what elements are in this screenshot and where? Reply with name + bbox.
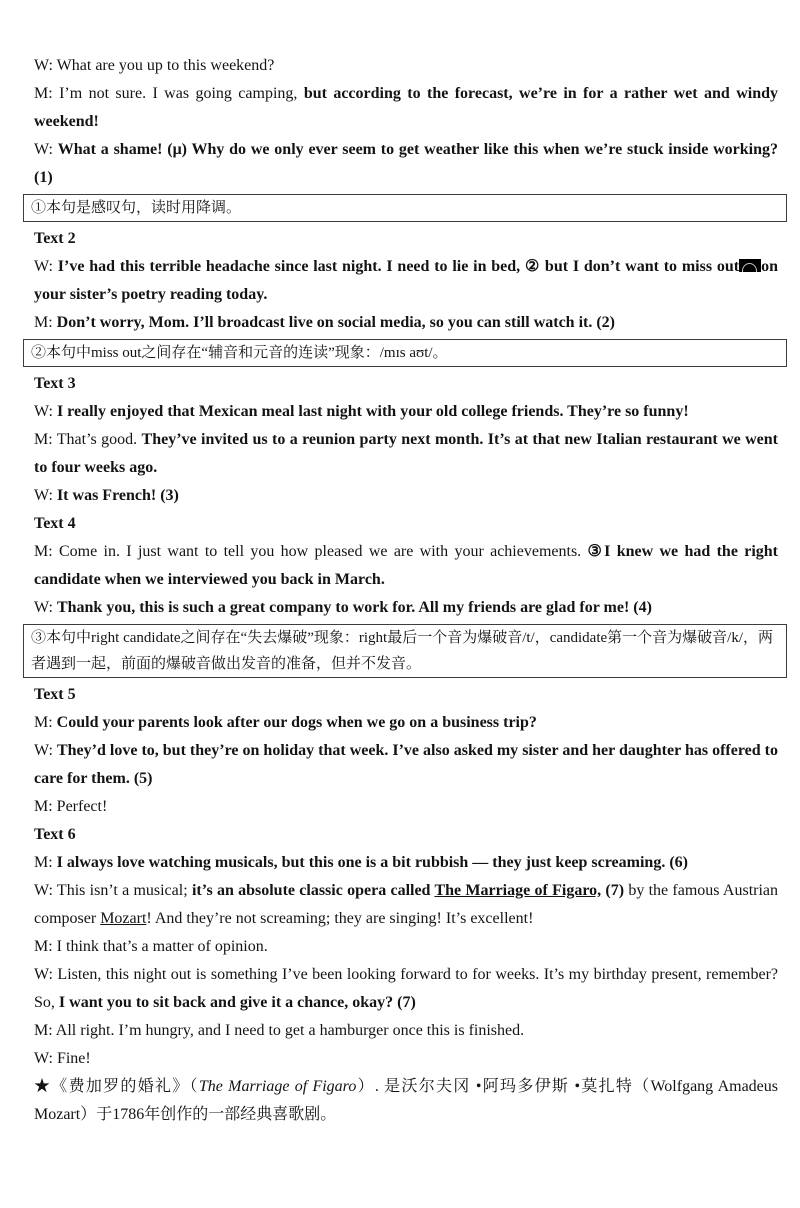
text-segment: I want you to sit back and give it a chance, okay? (7) (58, 994, 416, 1011)
text-segment: ②本句中miss out之间存在“辅音和元音的连读”现象：/mɪs aʊt/。 (31, 345, 448, 361)
text-segment: W: Listen, this night out is something I’ve been looking forward to for weeks. It’s my birthday present, remember? So, (34, 966, 778, 1011)
text-segment: W: (34, 742, 57, 759)
text-segment: Don’t worry, Mom. I’ll broadcast live on social media, so you can still watch it. (2) (56, 314, 616, 331)
text-segment: ! And they’re not screaming; they are singing! It’s excellent! (146, 910, 534, 927)
text-segment: ③I knew we had the right candidate when we interviewed you back in March. (34, 543, 779, 588)
text-heading (34, 681, 778, 709)
text-segment: M: Perfect! (34, 798, 108, 815)
text-heading (34, 510, 778, 538)
dialogue-line (34, 933, 778, 961)
text-segment: I’ve had this terrible headache since last night. I need to lie in bed, ② but I don’t want to miss out (57, 258, 740, 275)
text-segment: W: Fine! (34, 1050, 91, 1067)
dialogue-line (34, 961, 778, 1017)
text-segment: M: (34, 854, 57, 871)
dialogue-line (34, 1045, 778, 1073)
text-segment: by the famous Austrian composer (34, 882, 779, 927)
text-segment: M: That’s good. (34, 431, 142, 448)
text-segment: They’d love to, but they’re on holiday that week. I’ve also asked my sister and her daughter has offered to care for them. (5) (34, 742, 778, 787)
text-segment: W: What are you up to this weekend? (34, 57, 275, 74)
text-segment: (7) (601, 882, 625, 899)
text-segment: The Marriage of Figaro, (434, 882, 602, 899)
text-segment: Text 2 (34, 230, 76, 247)
text-segment: ★《费加罗的婚礼》（ (34, 1078, 199, 1095)
text-segment: ③本句中right candidate之间存在“失去爆破”现象：right最后一个音为爆破音/t/，candidate第一个音为爆破音/k/，两者遇到一起，前面的爆破音做出发音的准备，但并不发音。 (31, 630, 773, 672)
text-segment: Text 5 (34, 686, 76, 703)
text-segment: They’ve invited us to a reunion party next month. It’s at that new Italian restaurant we went to four weeks ago. (34, 431, 779, 476)
text-segment: W: (34, 141, 58, 158)
text-heading (34, 821, 778, 849)
dialogue-line (34, 253, 778, 309)
text-segment: I really enjoyed that Mexican meal last night with your old college friends. They’re so funny! (56, 403, 689, 420)
text-segment: The Marriage of Figaro (198, 1078, 357, 1095)
text-heading (34, 225, 778, 253)
text-segment: M: All right. I’m hungry, and I need to get a hamburger once this is finished. (34, 1022, 525, 1039)
dialogue-line (34, 849, 778, 877)
dialogue-line (34, 52, 778, 80)
dialogue-line (34, 877, 778, 933)
text-segment: W: (34, 258, 58, 275)
text-segment: Thank you, this is such a great company to work for. All my friends are glad for me! (4) (56, 599, 652, 616)
dialogue-line (34, 482, 778, 510)
text-segment: W: (34, 403, 57, 420)
text-segment: Text 3 (34, 375, 76, 392)
dialogue-line (34, 426, 778, 482)
text-segment: M: I think that’s a matter of opinion. (34, 938, 268, 955)
liaison-arc-icon (739, 259, 761, 272)
text-segment: W: (34, 487, 57, 504)
text-segment: on your sister’s poetry reading today. (34, 258, 779, 303)
text-segment: What a shame! (μ) Why do we only ever seem to get weather like this when we’re stuck inside working? (1) (34, 141, 778, 186)
dialogue-line (34, 80, 778, 136)
text-segment: Text 4 (34, 515, 76, 532)
text-segment: ①本句是感叹句，读时用降调。 (31, 200, 242, 216)
footnote-line (34, 1073, 778, 1129)
text-heading (34, 370, 778, 398)
text-segment: but according to the forecast, we’re in for a rather wet and windy weekend! (34, 85, 779, 130)
dialogue-line (34, 398, 778, 426)
dialogue-line (34, 1017, 778, 1045)
dialogue-line (34, 309, 778, 337)
annotation-box (23, 624, 787, 678)
transcript (31, 52, 779, 1129)
text-segment: It was French! (3) (56, 487, 179, 504)
text-segment: Text 6 (34, 826, 76, 843)
text-segment: W: This isn’t a musical; (34, 882, 192, 899)
text-segment: M: (34, 314, 57, 331)
text-segment: W: (34, 599, 57, 616)
text-segment: Mozart (100, 910, 147, 927)
dialogue-line (34, 737, 778, 793)
dialogue-line (34, 594, 778, 622)
annotation-box (23, 339, 787, 367)
dialogue-line (34, 793, 778, 821)
text-segment: Could your parents look after our dogs when we go on a business trip? (56, 714, 537, 731)
text-segment: M: (34, 714, 57, 731)
annotation-box (23, 194, 787, 222)
dialogue-line (34, 709, 778, 737)
dialogue-line (34, 136, 778, 192)
text-segment: ）. 是沃尔夫冈 •阿玛多伊斯 •莫扎特（Wolfgang Amadeus Mozart）于1786年创作的一部经典喜歌剧。 (34, 1078, 779, 1123)
text-segment: I always love watching musicals, but this one is a bit rubbish — they just keep screaming. (6) (56, 854, 688, 871)
text-segment: M: I’m not sure. I was going camping, (34, 85, 304, 102)
text-segment: it’s an absolute classic opera called (191, 882, 435, 899)
dialogue-line (34, 538, 778, 594)
text-segment: M: Come in. I just want to tell you how pleased we are with your achievements. (34, 543, 588, 560)
